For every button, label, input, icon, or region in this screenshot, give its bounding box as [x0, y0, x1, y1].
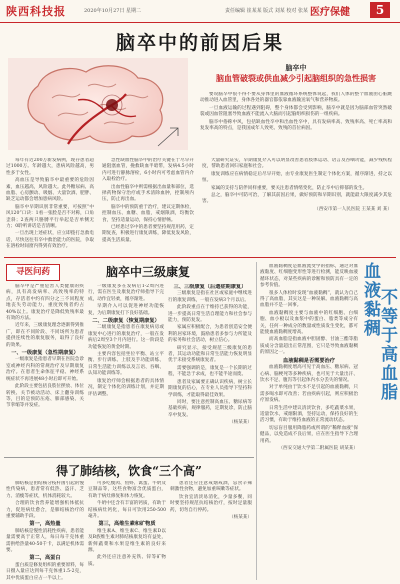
paragraph: 脑卒中是严重危害人类健康的疾病，具有高发病率、高致残率的特点，存活者中约有四分之三不同程度地丧失劳动能力，重度致残者约占40%以上。康复治疗是降低致残率最有效的方法。: [6, 284, 84, 322]
tb-column-1: [6, 481, 84, 581]
paragraph: 家属的支持与陪伴同样重要，要关注患者情绪变化，防止卒中后抑郁的发生。: [211, 185, 368, 191]
paragraph: 此外还应注意补充铁、锌等矿物质。: [88, 555, 166, 567]
paragraph: 对于单纯由于饮水不足引起的血液黏稠，只需多喝水即可改善；若由疾病引起，则应积极治疗原发病。: [260, 385, 358, 404]
paragraph: 家属应积极配合，为患者创造安全便利的居家环境，鼓励患者多参与力所能及的家务和社会活动，树立信心。: [168, 325, 252, 344]
subheadline-kicker: 脑卒中: [285, 63, 307, 72]
paragraph: 要说脑卒中很不得不要从身体里的血液循环系统整体说起，我们人体的整个血液由心脏跳动推动进入血管里，身体各处的器官都依靠血液输送氧气和营养物质。: [200, 92, 392, 104]
blood-vertical-headline: [361, 262, 395, 580]
brain-illustration: [8, 58, 188, 150]
hemorrhage-spot: [106, 99, 118, 111]
section-subhead: 三、三级康复（后遗症期康复）: [173, 284, 247, 290]
paragraph: 患者还应注意戒烟戒酒，忌食辛辣刺激性食物，避免加重咳嗽等症状。: [170, 481, 252, 493]
section-subhead: 一、一级康复（急性期康复）: [11, 350, 79, 357]
section-subhead: 第一，高热量: [29, 521, 61, 528]
paragraph: 维生素A、维生素C、维生素D以及B族维生素对肺结核康复均有益处，新鲜蔬菜和水果是维生素的良好来源。: [88, 528, 166, 554]
paragraph: 一旦出现上述症状，应立即拨打急救电话，尽快送往有卒中救治能力的医院，争取在溶栓时间窗内得到有效治疗。: [6, 231, 94, 250]
rehab-column-1: [6, 284, 84, 454]
paragraph: 切忌盲目服用降脂药或所谓的“稀释血液”保健品，以免造成不良后果，应在医生指导下合理用药。: [260, 425, 358, 444]
section-subhead: 第二，高蛋白: [29, 555, 61, 562]
article-column-1: [6, 158, 94, 254]
paragraph: 蛋白质是修复组织的重要原料，每日摄入量应达到每千克体重1.5-2克，其中优质蛋白应占一半以上。: [6, 562, 84, 581]
rehab-column-3: [168, 284, 252, 454]
paragraph: 急性缺血性脑卒中的治疗关键在于尽早开通阻塞血管，挽救缺血半暗带，发病4.5小时内可进行静脉溶栓，6小时内可考虑血管内介入取栓治疗。: [102, 158, 194, 183]
paragraph: 每年有近200万新发病例，现存患者超过1000万。年龄越大，患病风险越高，男性多于女性。: [6, 158, 94, 176]
intro-column: [200, 92, 392, 154]
paragraph: 很多人体检时发现“血液黏稠”，就认为自己得了高血脂，其实这是一种误解。血液黏稠与高血脂并不是一回事。: [260, 290, 358, 309]
article-credit: （西安交通大学第二附属医院 胡某某）: [278, 445, 358, 451]
paragraph: 康复治疗师会根据患者的具体情况，制定个体化的训练计划，并定期评估调整。: [88, 378, 164, 397]
paragraph: 一旦血液运输的过程遇到阻碍，整个身体都会受到影响，脑卒中就是因为脑部血管突然破裂或因血管阻塞导致血液不能流入大脑而引起脑组织损伤的一组疾病。: [200, 105, 392, 118]
paragraph: 一级康复是指患者早期在医院急诊室或神经内科的常规治疗及早期康复治疗。在患者生命体征平稳、神经系统症状不再进展48小时后即可开始。: [6, 357, 84, 382]
tb-column-3: [170, 481, 252, 581]
section-subhead: 第三，高维生素和矿物质: [98, 521, 156, 528]
page-number: 5: [370, 2, 390, 18]
paragraph: 三级康复是指在社区或家庭中继续进行的康复训练，一般在发病3个月以后。: [168, 291, 252, 303]
issue-date: 2020年10月27日 星期二: [84, 8, 142, 14]
headline-line-1: 血液黏稠: [360, 262, 380, 338]
paragraph: 主要内容包括坐位平衡、站立平衡、步行训练、上肢及手功能训练、日常生活能力训练以及言语、吞咽、认知功能训练等。: [88, 352, 164, 377]
paragraph: 一级康复多在发病后1-2周内进行，需在医生及康复治疗师指导下完成，动作宜轻柔，循序渐进。: [88, 284, 164, 302]
paragraph: 此阶段重点在于维持已获得的功能，进一步提高日常生活自理能力和社会参与能力，预防复发。: [168, 305, 252, 324]
paragraph: 肺结核是由结核分枝杆菌引起的慢性传染病，患者常有低热、盗汗、乏力、消瘦等症状，机体消耗较大。: [6, 481, 84, 499]
article-column-3: [202, 158, 392, 254]
paragraph: 合理的饮食营养能增强机体抵抗力，促进病灶愈合，是肺结核治疗的重要辅助手段。: [6, 501, 84, 520]
main-headline: 脑卒中的前因后果: [115, 32, 284, 54]
paragraph: 此阶段主要包括良肢位摆放、体位转换、关节被动活动、床上翻身训练等，目的是预防压疮、肺部感染、关节挛缩等并发症。: [6, 384, 84, 409]
paragraph: 血液黏稠度增高可见于高血压、糖尿病、冠心病、脑梗死等多种疾病，也可见于大量出汗、饮水不足、腹泻等引起体内水分丢失的情况。: [260, 365, 358, 383]
tb-headline: 得了肺结核，饮食“三个高”: [56, 464, 202, 478]
blood-column: [260, 264, 358, 580]
paragraph: 肺结核是慢性消耗性疾病，患者能量需要高于正常人，每日每千克体重需供给热量40-50千卡，以满足机体需要。: [6, 528, 84, 554]
edition-credits: 责任编辑 崔某某 版式 刘某 校对 张某: [225, 8, 308, 14]
paragraph: 血液黏稠度主要与血液中的红细胞、白细胞、血小板以及血浆中的蛋白、脂类等成分有关，任何一种成分的数量或性质发生变化，都可能使血液黏稠度增高。: [260, 310, 358, 336]
section-badge: 寻医问药: [6, 264, 60, 281]
paragraph: 二级康复是指患者在康复病房或康复中心进行的康复治疗，一般在发病后2周至3个月内进行。这一阶段是功能恢复的黄金时期。: [88, 325, 164, 350]
column-divider: [256, 262, 257, 580]
paragraph: 近年来，三级康复理念逐渐得到推广，即在不同阶段、不同场所为患者提供连续性的康复服务，取得了良好的效果。: [6, 323, 84, 348]
paragraph: 同时，要注意控制高血压、糖尿病等基础疾病，规律服药，定期复诊，防止脑卒中复发。: [168, 399, 252, 418]
paragraph: 日常生活中建议清淡饮食，多吃蔬菜水果，适量饮水，戒烟限酒，坚持运动，保持良好的生活习惯，有助于维持血液的正常流动状态。: [260, 405, 358, 424]
section-subhead: 血液黏稠是否需要治疗: [283, 357, 335, 364]
article-column-2: [102, 158, 194, 254]
paragraph: 高血压是导致脑卒中最重要的危险因素，血压越高，风险越大。此外糖尿病、高血脂、心房颤动、吸烟、大量饮酒、肥胖、缺乏运动都会增加患病风险。: [6, 178, 94, 203]
paragraph: 脑卒中的预防重于治疗，建议定期体检，控制血压、血糖、血脂，戒烟限酒，均衡饮食，坚持适量运动，保持心情舒畅。: [102, 204, 194, 223]
paragraph: 血液黏稠度是血液流变学的指标，通过对血液黏度、红细胞变形性等进行检测，能反映血液循环状态，对某些疾病的诊断和预防具有一定的参考价值。: [260, 264, 358, 289]
paragraph: 可多吃瘦肉、鱼虾、禽蛋、牛奶及豆制品等，这些食物富含优质蛋白，有助于病灶修复和体力恢复。: [88, 481, 166, 499]
paragraph: 康复训练应在病情稳定后尽早开始，由专业康复医生制定个体化方案，循序渐进，持之以恒。: [202, 171, 392, 184]
newspaper-logo: 陕西科技报: [6, 5, 66, 18]
paragraph: 总之，脑卒中可防可治，了解其前因后果，做好预防和早期识别，就能最大限度减少其危害。: [202, 193, 392, 205]
section-divider: [4, 457, 254, 458]
rehab-column-2: [88, 284, 164, 454]
paragraph: 脑卒中早期识别非常重要，可按照“中风120”口诀：1看一张脸是否不对称，口角歪斜；2查两只胳膊平行举起是否单侧无力；0聆听讲话是否清晰。: [6, 204, 94, 230]
paragraph: 研究显示，接受规范三级康复的患者，其运动功能和日常生活能力恢复明显优于未接受系统康复者。: [168, 345, 252, 364]
paragraph: 已经患过卒中的患者要坚持规范用药，定期复查，积极进行康复训练，降低复发风险，提高生活质量。: [102, 225, 194, 243]
subheadline: 脑血管破裂或供血减少引起脑组织的急性损害: [216, 73, 376, 83]
paragraph: 患者及家属要正确认识疾病，树立长期康复的信心，在专业人员指导下坚持科学训练，才能取得最佳效果。: [168, 379, 252, 398]
paragraph: 大量研究证实，早期康复介入可以明显改善患者肢体运动、语言及吞咽功能，减少残疾程度，帮助患者回归家庭和社会。: [202, 158, 392, 170]
article-credit: （西安市第一人民医院 王某某 刘 某）: [314, 206, 392, 212]
paragraph: 牛奶中还含有丰富的钙质，有助于结核病灶钙化，每日可饮用250-500毫升。: [88, 501, 166, 520]
headline-line-2: 不等于高血脂: [377, 288, 397, 402]
paragraph: 早期介入可以促进神经功能恢复，为后期康复打下良好基础。: [88, 304, 164, 316]
section-divider: [4, 257, 396, 258]
article-credit: （杨某某）: [229, 515, 252, 521]
tb-column-2: [88, 481, 166, 581]
section-subhead: 二、二级康复（恢复期康复）: [92, 318, 160, 325]
paragraph: 而高血脂是指血液中胆固醇、甘油三酯等脂质成分含量超出正常范围，它只是导致血液黏稠的原因之一。: [260, 337, 358, 356]
paragraph: 饮食宜清淡易消化，少量多餐，同时要坚持规范抗结核治疗，按时足量服药，切勿自行停药。: [170, 494, 252, 513]
paragraph: 脑卒中俗称中风，包括缺血性卒中和出血性卒中，具有发病率高、致残率高、死亡率高和复发率高的特点，是我国成年人致死、致残的首位病因。: [200, 119, 392, 132]
section-title: 医疗保健: [310, 7, 350, 18]
article-credit: （杨某某）: [229, 420, 252, 426]
rehab-headline: 脑卒中三级康复: [105, 265, 190, 279]
paragraph: 需要强调的是，康复是一个长期的过程，不能急于求成，也不能半途而废。: [168, 365, 252, 378]
paragraph: 出血性脑卒中则需根据出血量和部位，选择药物保守治疗或手术清除血肿，控制颅内压，防止再出血。: [102, 184, 194, 203]
masthead: [0, 0, 400, 23]
